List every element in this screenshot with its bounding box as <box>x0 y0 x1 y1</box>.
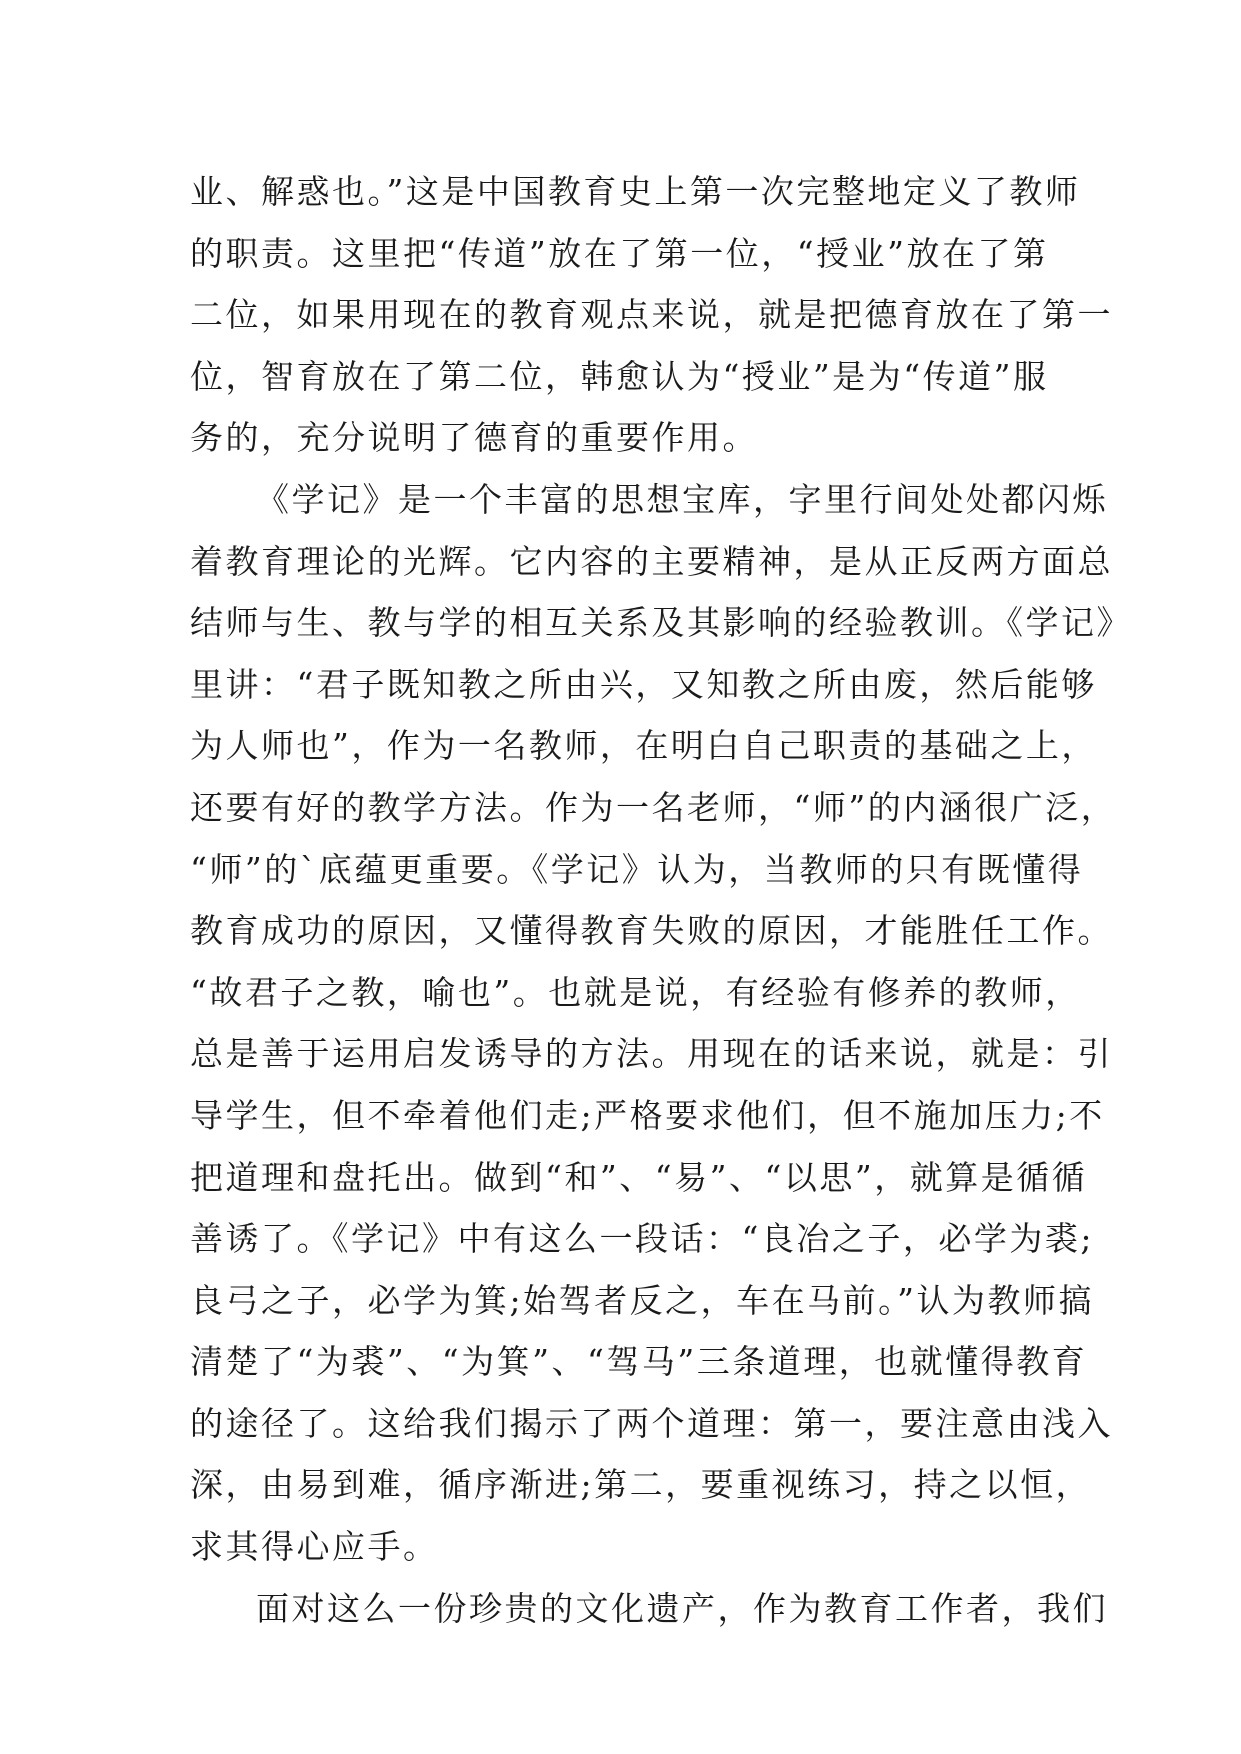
text-line: “故君子之教，喻也”。也就是说，有经验有修养的教师， <box>190 972 1081 1012</box>
paragraph-3 <box>190 1578 1108 1640</box>
text-line: “师”的`底蕴更重要。《学记》认为，当教师的只有既懂得 <box>190 849 1084 889</box>
text-line: 把道理和盘托出。做到“和”、“易”、“以思”，就算是循循 <box>190 1157 1088 1197</box>
text-line: 总是善于运用启发诱导的方法。用现在的话来说，就是：引 <box>190 1034 1113 1074</box>
paragraph-1 <box>190 161 1113 469</box>
text-line: 为人师也”，作为一名教师，在明白自己职责的基础之上， <box>190 726 1097 766</box>
text-line: 善诱了。《学记》中有这么一段话：“良冶之子，必学为裘; <box>190 1219 1094 1259</box>
text-line: 二位，如果用现在的教育观点来说，就是把德育放在了第一 <box>190 295 1113 335</box>
text-line: 的职责。这里把“传道”放在了第一位，“授业”放在了第 <box>190 233 1049 273</box>
document-body <box>190 161 1132 1639</box>
text-line: 务的，充分说明了德育的重要作用。 <box>190 418 758 458</box>
text-line: 位，智育放在了第二位，韩愈认为“授业”是为“传道”服 <box>190 356 1049 396</box>
text-line: 还要有好的教学方法。作为一名老师，“师”的内涵很广泛， <box>190 787 1117 827</box>
text-line: 良弓之子，必学为箕;始驾者反之，车在马前。”认为教师搞 <box>190 1280 1094 1320</box>
text-line: 深，由易到难，循序渐进;第二，要重视练习，持之以恒， <box>190 1465 1092 1505</box>
text-line: 《学记》是一个丰富的思想宝库，字里行间处处都闪烁 <box>256 479 1108 519</box>
text-line: 清楚了“为裘”、“为箕”、“驾马”三条道理，也就懂得教育 <box>190 1342 1088 1382</box>
text-line: 面对这么一份珍贵的文化遗产，作为教育工作者，我们 <box>256 1588 1108 1628</box>
text-line: 的途径了。这给我们揭示了两个道理：第一，要注意由浅入 <box>190 1403 1113 1443</box>
text-line: 教育成功的原因，又懂得教育失败的原因，才能胜任工作。 <box>190 911 1113 951</box>
paragraph-2 <box>190 469 1132 1578</box>
text-line: 里讲：“君子既知教之所由兴，又知教之所由废，然后能够 <box>190 664 1097 704</box>
text-line: 业、解惑也。”这是中国教育史上第一次完整地定义了教师 <box>190 172 1081 211</box>
text-line: 求其得心应手。 <box>190 1527 439 1567</box>
text-line: 结师与生、教与学的相互关系及其影响的经验教训。《学记》 <box>190 603 1132 643</box>
text-line: 导学生，但不牵着他们走;严格要求他们，但不施加压力;不 <box>190 1095 1105 1135</box>
text-line: 着教育理论的光辉。它内容的主要精神，是从正反两方面总 <box>190 541 1113 581</box>
